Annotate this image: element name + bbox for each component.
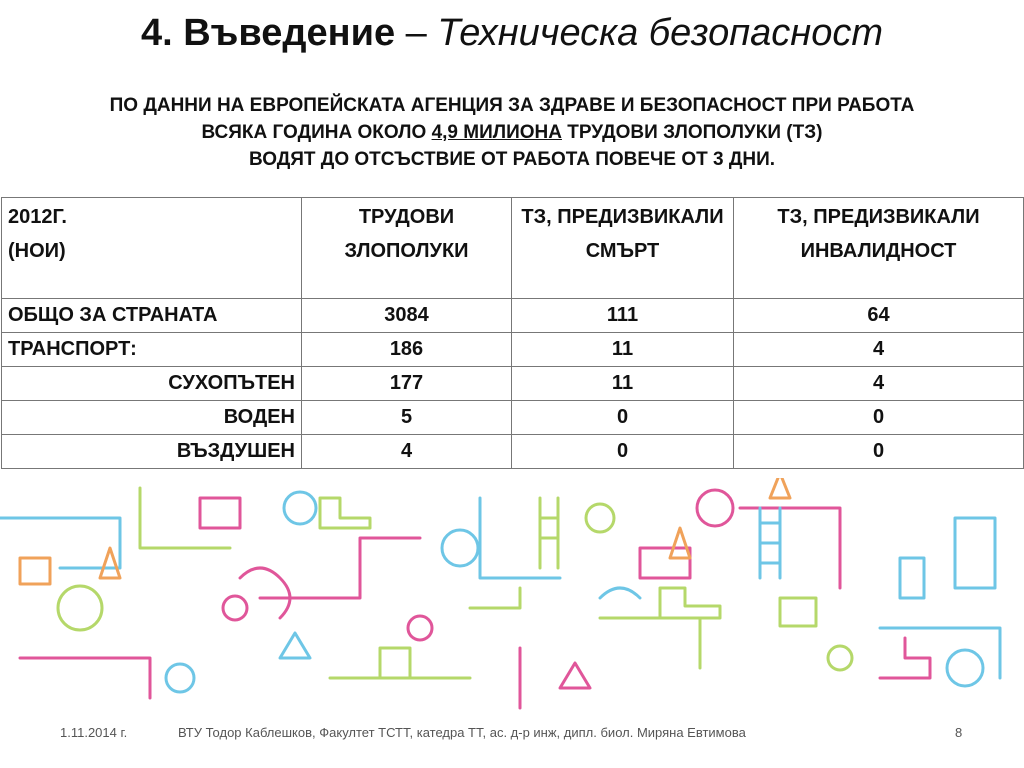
row-label: ОБЩО ЗА СТРАНАТА: [2, 299, 302, 333]
cell-accidents: 5: [302, 401, 512, 435]
box-icon: [780, 598, 816, 626]
pipe-icon: [260, 538, 420, 598]
boot-icon: [320, 498, 370, 528]
drop-icon: [223, 596, 247, 620]
table-row: [2, 401, 1024, 435]
cell-deaths: 11: [512, 333, 734, 367]
header-year-line1: 2012Г.: [8, 206, 67, 228]
box-icon: [640, 548, 690, 578]
gear-icon: [284, 492, 316, 524]
intro-line-1: ПО ДАННИ НА ЕВРОПЕЙСКАТА АГЕНЦИЯ ЗА ЗДРАВЕ И БЕЗОПАСНОСТ ПРИ РАБОТА: [109, 95, 915, 116]
cell-deaths: 11: [512, 367, 734, 401]
footer-date: 1.11.2014 г.: [60, 725, 128, 740]
section-heading: 4. Въведение: [140, 12, 396, 54]
header-disability: ТЗ, ПРЕДИЗВИКАЛИ ИНВАЛИДНОСТ: [734, 198, 1024, 299]
cone-icon: [100, 548, 120, 578]
header-accidents: ТРУДОВИ ЗЛОПОЛУКИ: [302, 198, 512, 299]
row-label: ВЪЗДУШЕН: [2, 435, 302, 469]
intro-highlight: 4,9 МИЛИОНА: [431, 122, 562, 143]
header-year: [2, 198, 302, 299]
box-icon: [380, 648, 410, 678]
pipe-icon: [0, 518, 120, 568]
cone-icon: [670, 528, 690, 558]
table-row: [2, 435, 1024, 469]
pipe-icon: [20, 658, 150, 698]
warning-icon: [560, 663, 590, 688]
clock-icon: [586, 504, 614, 532]
door-icon: [955, 518, 995, 588]
header-deaths: ТЗ, ПРЕДИЗВИКАЛИ СМЪРТ: [512, 198, 734, 299]
intro-line-2: [0, 119, 1024, 146]
footer-page-number: 8: [955, 725, 963, 740]
title-dash: –: [395, 12, 438, 54]
table-row: [2, 367, 1024, 401]
forklift-icon: [470, 588, 520, 608]
box-icon: [20, 558, 50, 584]
ladder-icon: [540, 498, 558, 568]
cell-deaths: 0: [512, 435, 734, 469]
cell-disability: 0: [734, 435, 1024, 469]
ladder-icon: [760, 508, 780, 578]
table-header-row: [2, 198, 1024, 299]
row-label: СУХОПЪТЕН: [2, 367, 302, 401]
cell-accidents: 186: [302, 333, 512, 367]
drop-icon: [828, 646, 852, 670]
hand-icon: [600, 588, 640, 598]
intro-text: [0, 92, 1024, 173]
pipe-icon: [740, 508, 840, 588]
intro-line-2-post: ТРУДОВИ ЗЛОПОЛУКИ (ТЗ): [561, 122, 823, 143]
row-label: ВОДЕН: [2, 401, 302, 435]
safety-icons-pattern: [0, 478, 1024, 710]
clock-icon: [697, 490, 733, 526]
accidents-table: [1, 197, 1024, 469]
table-row: [2, 333, 1024, 367]
boot-icon: [660, 588, 720, 618]
slide-title: [0, 12, 1024, 55]
intro-line-2-pre: ВСЯКА ГОДИНА ОКОЛО: [201, 122, 432, 143]
forklift-icon: [880, 638, 930, 678]
globe-icon: [947, 650, 983, 686]
warning-icon: [280, 633, 310, 658]
cell-deaths: 111: [512, 299, 734, 333]
drop-icon: [408, 616, 432, 640]
cell-disability: 0: [734, 401, 1024, 435]
cell-accidents: 4: [302, 435, 512, 469]
cell-disability: 64: [734, 299, 1024, 333]
cone-icon: [770, 478, 790, 498]
box-icon: [200, 498, 240, 528]
gear-icon: [58, 586, 102, 630]
intro-line-3: ВОДЯТ ДО ОТСЪСТВИЕ ОТ РАБОТА ПОВЕЧЕ ОТ 3 ДНИ.: [248, 149, 776, 170]
cell-disability: 4: [734, 367, 1024, 401]
pipe-icon: [600, 618, 700, 668]
footer-author: ВТУ Тодор Каблешков, Факултет ТСТТ, катедра ТТ, ас. д-р инж, дипл. биол. Миряна Евтимова: [178, 725, 746, 740]
gear-icon: [166, 664, 194, 692]
gear-icon: [442, 530, 478, 566]
cell-disability: 4: [734, 333, 1024, 367]
table-row: [2, 299, 1024, 333]
phone-icon: [900, 558, 924, 598]
row-label: ТРАНСПОРТ:: [2, 333, 302, 367]
cell-deaths: 0: [512, 401, 734, 435]
header-year-line2: (НОИ): [8, 240, 66, 262]
cell-accidents: 177: [302, 367, 512, 401]
cell-accidents: 3084: [302, 299, 512, 333]
safety-icons-illustration: [0, 478, 1024, 710]
section-subtitle: Техническа безопасност: [437, 12, 883, 54]
